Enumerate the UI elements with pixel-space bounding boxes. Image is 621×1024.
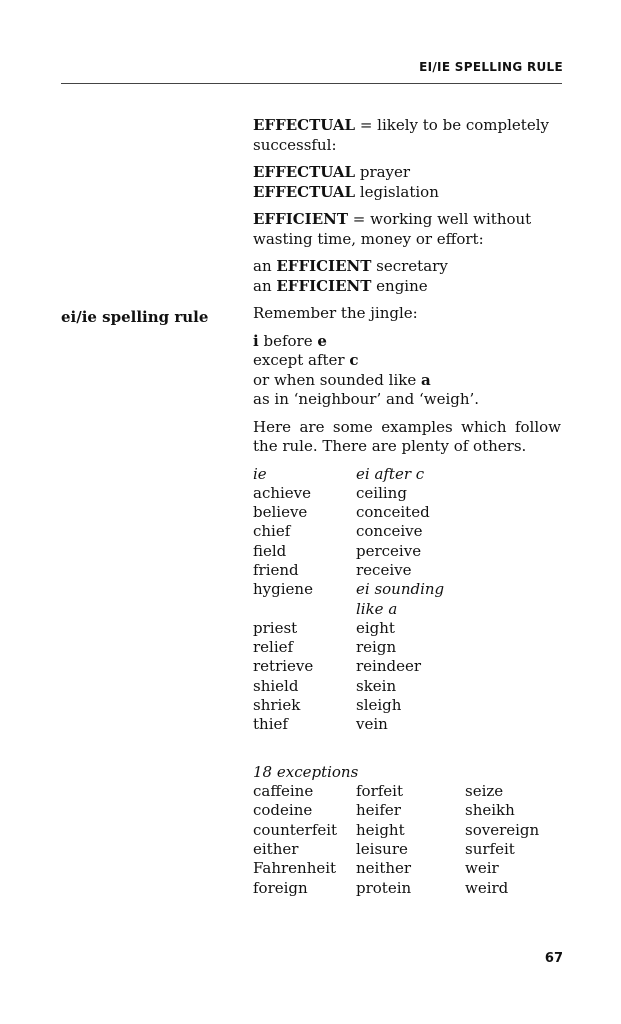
table-row xyxy=(253,696,465,715)
headword: EFFECTUAL xyxy=(253,116,356,134)
jingle-letter: e xyxy=(317,331,327,350)
header-rule xyxy=(61,83,562,84)
table-cell: chief xyxy=(253,522,291,541)
table-row xyxy=(253,561,465,580)
jingle-letter: a xyxy=(421,370,431,389)
definition-text: = working well without wasting time, money or effort: xyxy=(253,210,532,248)
table-row xyxy=(253,465,465,484)
headword: EFFICIENT xyxy=(253,210,349,228)
table-cell: relief xyxy=(253,638,294,657)
table-row xyxy=(253,484,465,503)
table-cell: Fahrenheit xyxy=(253,859,337,878)
table-cell: heifer xyxy=(356,801,401,820)
table-row xyxy=(253,859,539,878)
table-row xyxy=(253,503,465,522)
table-cell: vein xyxy=(356,715,388,734)
table-cell: thief xyxy=(253,715,288,734)
table-cell: believe xyxy=(253,503,308,522)
table-row xyxy=(253,657,465,676)
table-cell: friend xyxy=(253,560,299,579)
jingle-letter: i xyxy=(253,331,259,350)
headword: EFFICIENT xyxy=(276,257,372,275)
effectual-definition xyxy=(253,116,561,155)
efficient-definition xyxy=(253,210,561,249)
table-cell: shield xyxy=(253,676,299,695)
efficient-examples xyxy=(253,257,561,296)
table-cell: conceive xyxy=(356,522,423,541)
table-cell: ei sounding like a xyxy=(356,580,445,618)
example-text: engine xyxy=(371,276,428,295)
table-cell: seize xyxy=(465,782,504,801)
table-cell: weir xyxy=(465,859,499,878)
table-cell: sovereign xyxy=(465,820,540,839)
table-row xyxy=(253,782,539,801)
rule-intro: Remember the jingle: xyxy=(253,304,418,322)
table-cell: achieve xyxy=(253,483,312,502)
jingle-text: or when sounded like xyxy=(253,370,422,389)
table-cell: ceiling xyxy=(356,483,407,502)
jingle xyxy=(253,332,561,410)
example-text: legislation xyxy=(355,182,439,201)
table-cell: weird xyxy=(465,878,509,897)
table-row xyxy=(253,542,465,561)
example-text: secretary xyxy=(371,257,448,275)
table-cell: perceive xyxy=(356,541,422,560)
table-cell: height xyxy=(356,820,405,839)
table-cell: codeine xyxy=(253,801,313,820)
exceptions-title: 18 exceptions xyxy=(253,762,359,781)
table-cell: shriek xyxy=(253,696,301,715)
effectual-examples xyxy=(253,163,561,202)
table-cell: ei after c xyxy=(356,464,425,483)
example-text: an xyxy=(253,276,277,295)
page-number: 67 xyxy=(544,951,563,966)
main-column xyxy=(253,116,561,906)
table-row xyxy=(253,638,465,657)
table-row xyxy=(253,821,539,840)
table-cell: hygiene xyxy=(253,580,313,599)
table-cell: receive xyxy=(356,560,412,579)
table-row xyxy=(253,879,539,898)
example-text: prayer xyxy=(355,163,411,181)
table-row xyxy=(253,619,465,638)
table-cell: priest xyxy=(253,618,298,637)
table-cell: forfeit xyxy=(356,782,404,801)
headword: EFFECTUAL xyxy=(253,163,356,181)
headword: EFFICIENT xyxy=(276,276,372,295)
table-cell: foreign xyxy=(253,878,308,897)
running-head: EI/IE SPELLING RULE xyxy=(419,60,563,74)
examples-intro: Here are some examples which follow the rule. There are plenty of others. xyxy=(253,417,561,455)
table-cell: sheikh xyxy=(465,801,515,820)
table-row xyxy=(253,677,465,696)
table-row xyxy=(253,580,465,619)
table-cell: reindeer xyxy=(356,657,422,676)
examples-table xyxy=(253,465,465,735)
table-cell: ie xyxy=(253,464,267,483)
table-cell: leisure xyxy=(356,840,408,859)
table-cell: either xyxy=(253,840,299,859)
table-cell: eight xyxy=(356,618,395,637)
table-cell: protein xyxy=(356,878,412,897)
table-cell: counterfeit xyxy=(253,820,338,839)
table-cell: retrieve xyxy=(253,657,314,676)
table-row xyxy=(253,522,465,541)
table-cell: field xyxy=(253,541,287,560)
table-cell: skein xyxy=(356,676,397,695)
table-cell: neither xyxy=(356,859,412,878)
table-cell: surfeit xyxy=(465,840,515,859)
jingle-text: as in ‘neighbour’ and ‘weigh’. xyxy=(253,390,480,408)
table-row xyxy=(253,801,539,820)
jingle-text: before xyxy=(258,331,318,350)
table-cell: caffeine xyxy=(253,782,314,801)
table-row xyxy=(253,840,539,859)
jingle-text: except after xyxy=(253,351,350,369)
exceptions-table xyxy=(253,782,539,898)
table-cell: conceited xyxy=(356,503,430,522)
table-cell: sleigh xyxy=(356,696,402,715)
headword: EFFECTUAL xyxy=(253,182,356,201)
table-cell: reign xyxy=(356,638,397,657)
table-row xyxy=(253,715,465,734)
definition-text: = likely to be completely successful: xyxy=(253,116,549,154)
sidebar-heading: ei/ie spelling rule xyxy=(61,308,209,326)
jingle-letter: c xyxy=(349,351,359,369)
example-text: an xyxy=(253,257,277,275)
